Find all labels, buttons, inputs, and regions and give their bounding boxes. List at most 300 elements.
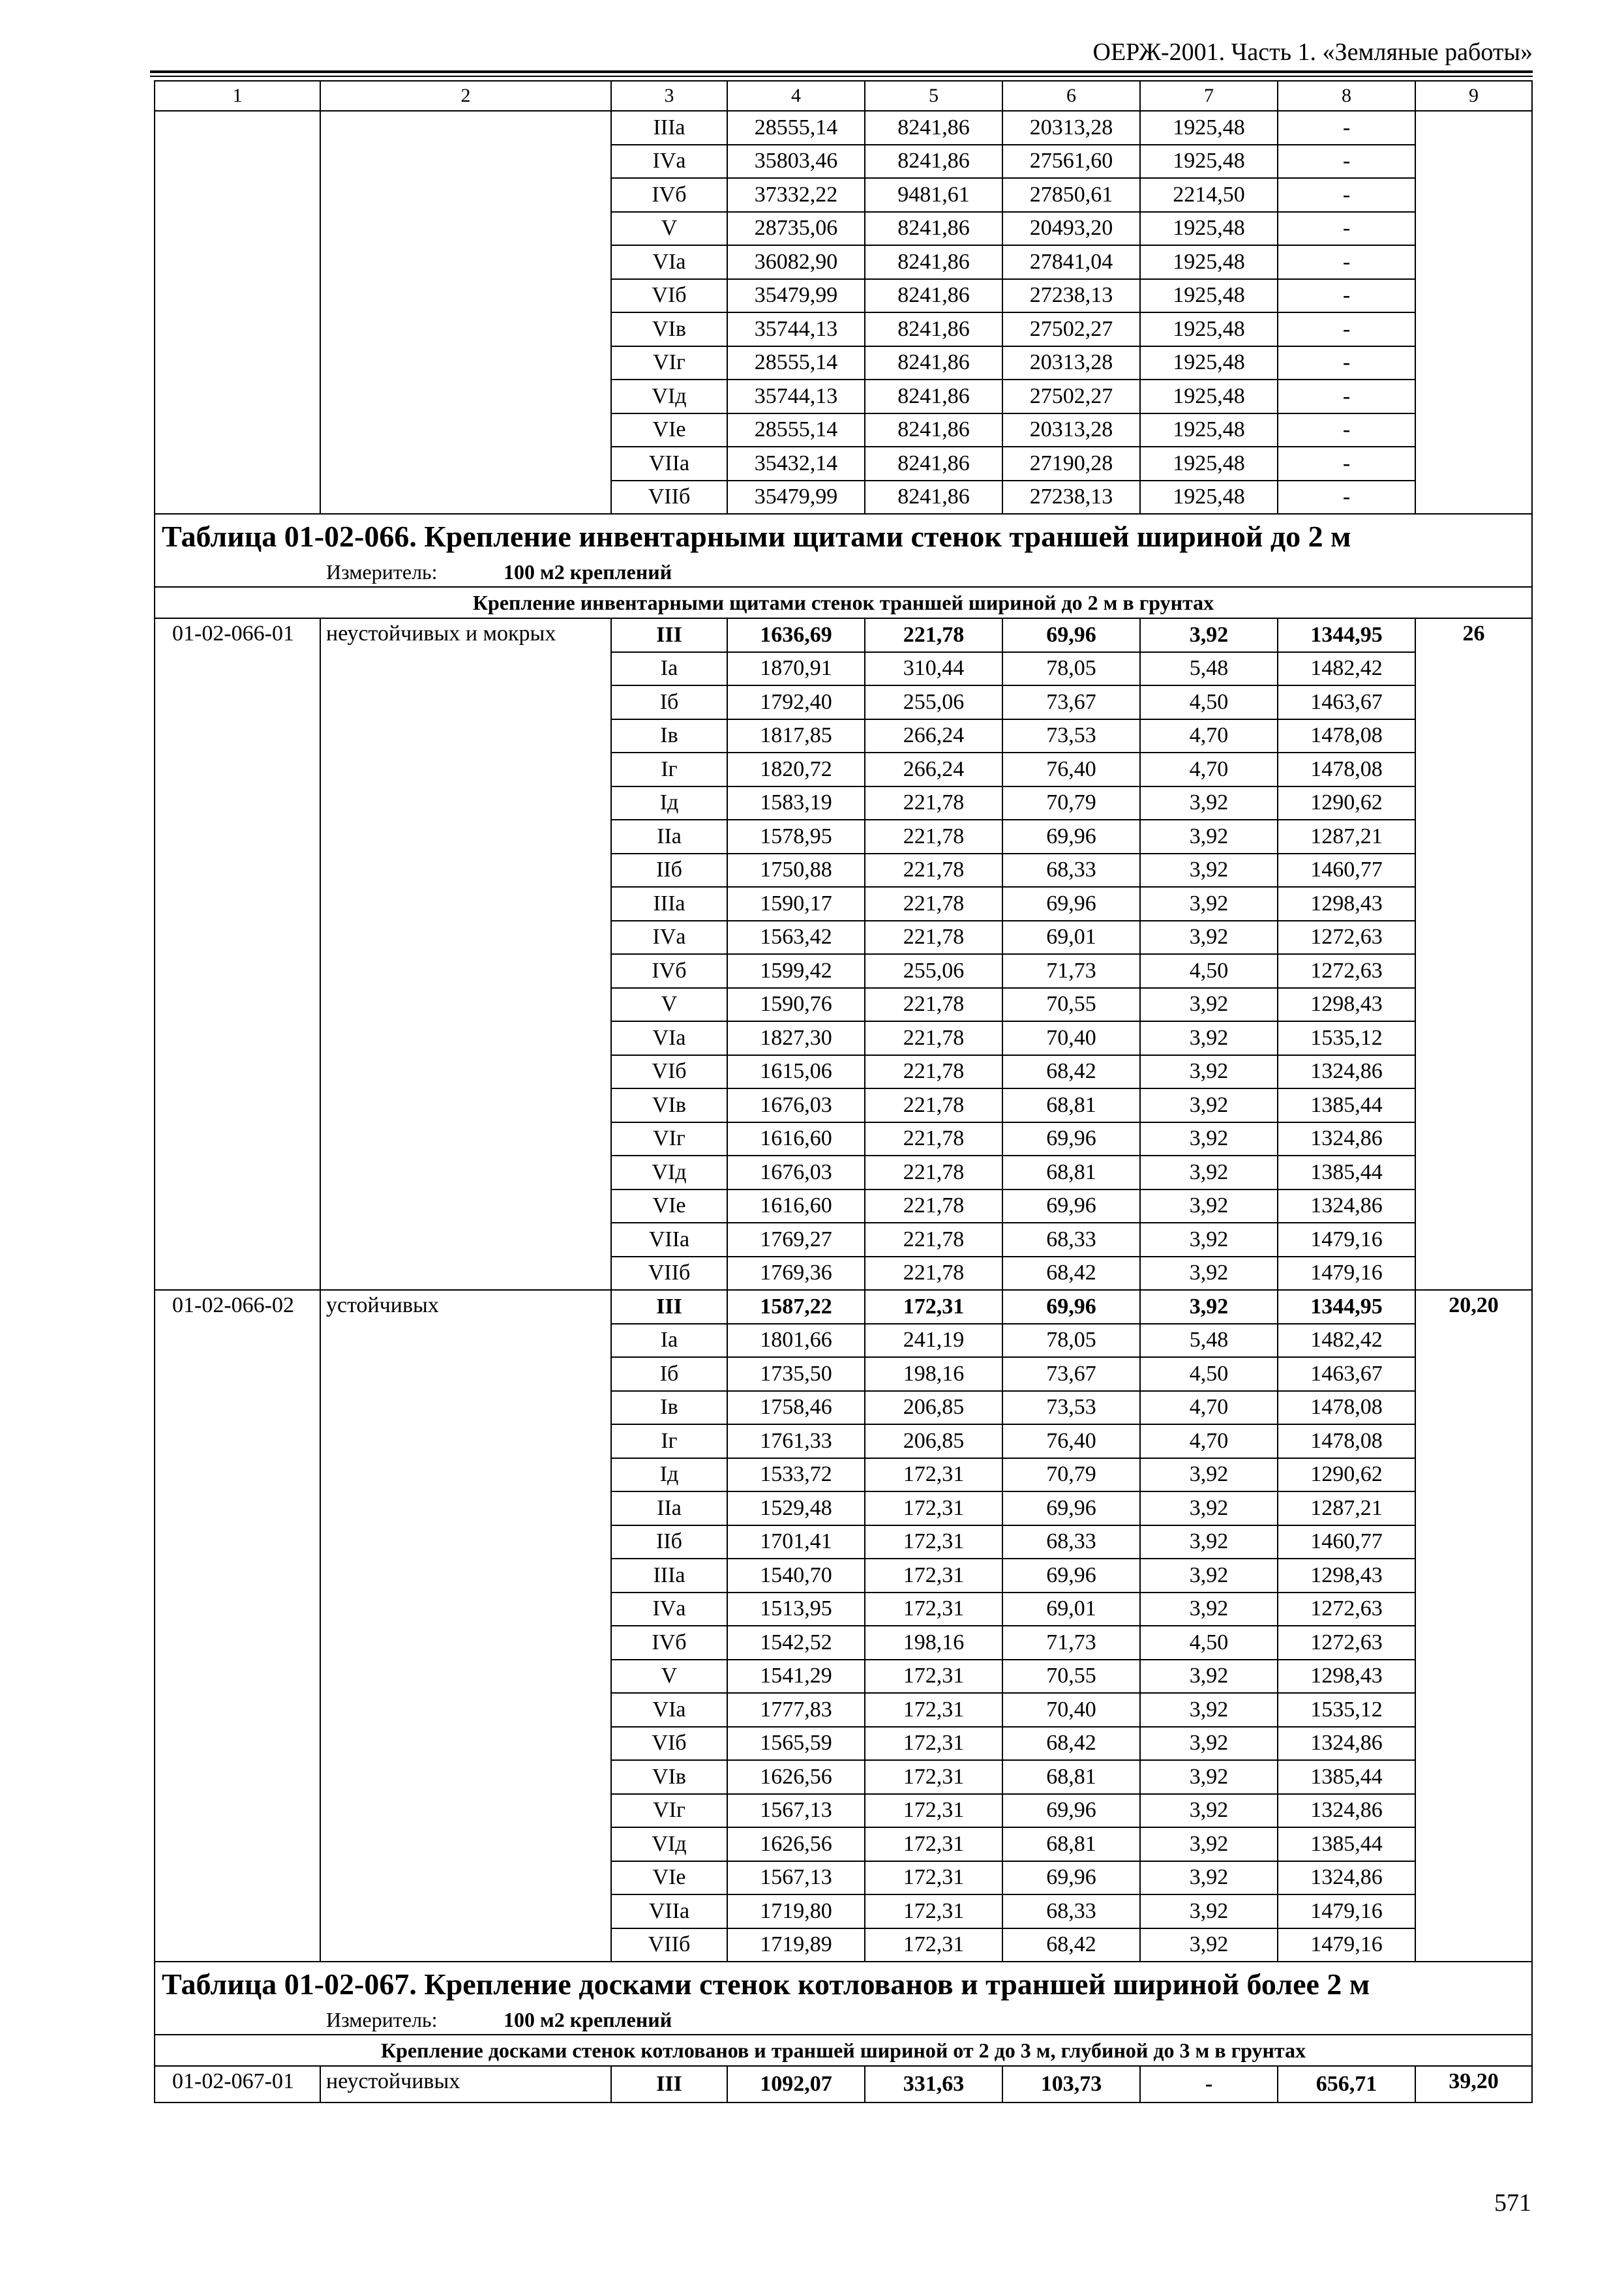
cell-value: 69,96 <box>1002 1491 1140 1525</box>
region-code: Iб <box>611 685 727 719</box>
cell-value: 69,96 <box>1002 1122 1140 1156</box>
cell-value: 1925,48 <box>1140 145 1278 179</box>
cell-value: 1344,95 <box>1278 1290 1415 1324</box>
cell-value: 35744,13 <box>727 380 865 413</box>
cell-value: 1567,13 <box>727 1794 865 1828</box>
cell-value: 35479,99 <box>727 481 865 515</box>
cell-value: - <box>1278 413 1415 447</box>
cell-value: 68,33 <box>1002 1525 1140 1559</box>
cell-value: 1616,60 <box>727 1189 865 1223</box>
cell-value: 221,78 <box>865 1156 1002 1189</box>
cell-value: 1761,33 <box>727 1424 865 1458</box>
rate-col9: 20,20 <box>1415 1290 1532 1962</box>
cell-value: 73,67 <box>1002 685 1140 719</box>
meter-value: 100 м2 креплений <box>504 2007 672 2031</box>
table-title-row <box>155 1962 1532 2005</box>
region-code: IVб <box>611 954 727 988</box>
cell-value: 1540,70 <box>727 1559 865 1593</box>
cell-value: 1777,83 <box>727 1693 865 1727</box>
cell-value: 1758,46 <box>727 1391 865 1425</box>
cell-value: 1925,48 <box>1140 279 1278 313</box>
cell-value: 172,31 <box>865 1290 1002 1324</box>
cell-value: 1287,21 <box>1278 820 1415 854</box>
cell-value: 71,73 <box>1002 954 1140 988</box>
rate-name: неустойчивых и мокрых <box>320 618 611 1290</box>
cell-value: 37332,22 <box>727 178 865 212</box>
cell-value: 68,42 <box>1002 1928 1140 1962</box>
region-code: IIб <box>611 854 727 888</box>
column-number: 4 <box>727 81 865 111</box>
region-code: VIб <box>611 279 727 313</box>
page-number: 571 <box>1494 2189 1531 2217</box>
region-code: IVа <box>611 1593 727 1626</box>
cell-value: 1542,52 <box>727 1626 865 1660</box>
cell-value: 172,31 <box>865 1593 1002 1626</box>
cell-value: 1925,48 <box>1140 481 1278 515</box>
cell-value: 1676,03 <box>727 1156 865 1189</box>
cell-value: 1479,16 <box>1278 1223 1415 1257</box>
cell-value: 221,78 <box>865 786 1002 820</box>
cell-value: 1272,63 <box>1278 1626 1415 1660</box>
running-header: ОЕРЖ-2001. Часть 1. «Земляные работы» <box>1092 38 1533 66</box>
cell-value: 3,92 <box>1140 1593 1278 1626</box>
cell-value: 1479,16 <box>1278 1894 1415 1928</box>
rate-col9 <box>1415 111 1532 514</box>
cell-value: 1925,48 <box>1140 380 1278 413</box>
column-number: 5 <box>865 81 1002 111</box>
cell-value: 1324,86 <box>1278 1794 1415 1828</box>
cell-value: 1478,08 <box>1278 719 1415 753</box>
region-code: Iг <box>611 1424 727 1458</box>
cell-value: 68,33 <box>1002 854 1140 888</box>
cell-value: 1463,67 <box>1278 1357 1415 1391</box>
cell-value: 198,16 <box>865 1357 1002 1391</box>
cell-value: 1344,95 <box>1278 618 1415 652</box>
column-number-row <box>155 81 1532 111</box>
region-code: VIв <box>611 1760 727 1794</box>
region-code: VIIб <box>611 1928 727 1962</box>
cell-value: 4,70 <box>1140 1424 1278 1458</box>
region-code: VIIа <box>611 1894 727 1928</box>
cell-value: 1701,41 <box>727 1525 865 1559</box>
region-code: VIIа <box>611 1223 727 1257</box>
cell-value: 8241,86 <box>865 481 1002 515</box>
cell-value: 1925,48 <box>1140 413 1278 447</box>
cell-value: 8241,86 <box>865 447 1002 481</box>
cell-value: 1870,91 <box>727 652 865 686</box>
cell-value: 206,85 <box>865 1424 1002 1458</box>
cell-value: 69,96 <box>1002 1794 1140 1828</box>
cell-value: 1925,48 <box>1140 212 1278 246</box>
meter <box>155 558 1532 587</box>
cell-value: - <box>1278 346 1415 380</box>
cell-value: 73,53 <box>1002 1391 1140 1425</box>
cell-value: 172,31 <box>865 1693 1002 1727</box>
region-code: IVб <box>611 178 727 212</box>
meter-value: 100 м2 креплений <box>504 560 672 584</box>
cell-value: 3,92 <box>1140 1894 1278 1928</box>
cell-value: 221,78 <box>865 1055 1002 1089</box>
region-code: VIг <box>611 1122 727 1156</box>
cell-value: 35479,99 <box>727 279 865 313</box>
cell-value: 1533,72 <box>727 1458 865 1492</box>
region-code: VIг <box>611 346 727 380</box>
region-code: Iд <box>611 786 727 820</box>
cell-value: 221,78 <box>865 1257 1002 1291</box>
cell-value: 3,92 <box>1140 1660 1278 1694</box>
region-code: VIа <box>611 1693 727 1727</box>
region-code: IIб <box>611 1525 727 1559</box>
cell-value: 28735,06 <box>727 212 865 246</box>
table-subtitle: Крепление инвентарными щитами стенок траншей шириной до 2 м в грунтах <box>155 587 1532 618</box>
cell-value: 221,78 <box>865 1223 1002 1257</box>
cell-value: 1719,89 <box>727 1928 865 1962</box>
cell-value: 20313,28 <box>1002 413 1140 447</box>
cell-value: 1565,59 <box>727 1727 865 1761</box>
cell-value: 8241,86 <box>865 312 1002 346</box>
table-row <box>155 618 1532 652</box>
table-subtitle-row <box>155 587 1532 618</box>
cell-value: 221,78 <box>865 1122 1002 1156</box>
cell-value: 8241,86 <box>865 111 1002 145</box>
cell-value: 1535,12 <box>1278 1021 1415 1055</box>
cell-value: 1769,36 <box>727 1257 865 1291</box>
region-code: VIд <box>611 1827 727 1861</box>
cell-value: 1750,88 <box>727 854 865 888</box>
cell-value: 1599,42 <box>727 954 865 988</box>
cell-value: 1529,48 <box>727 1491 865 1525</box>
cell-value: 1616,60 <box>727 1122 865 1156</box>
cell-value: 266,24 <box>865 753 1002 786</box>
cell-value: 3,92 <box>1140 1122 1278 1156</box>
cell-value: 331,63 <box>865 2066 1002 2102</box>
cell-value: 68,42 <box>1002 1055 1140 1089</box>
cell-value: 70,79 <box>1002 1458 1140 1492</box>
cell-value: 78,05 <box>1002 652 1140 686</box>
table-title: Таблица 01-02-067. Крепление досками стенок котлованов и траншей шириной более 2 м <box>155 1962 1532 2005</box>
cell-value: 20313,28 <box>1002 346 1140 380</box>
cell-value: 4,50 <box>1140 1626 1278 1660</box>
cell-value: 1676,03 <box>727 1088 865 1122</box>
cell-value: 69,01 <box>1002 1593 1140 1626</box>
cell-value: 1385,44 <box>1278 1156 1415 1189</box>
cell-value: 3,92 <box>1140 786 1278 820</box>
rate-name: устойчивых <box>320 1290 611 1962</box>
cell-value: 1324,86 <box>1278 1861 1415 1895</box>
cell-value: 1817,85 <box>727 719 865 753</box>
rate-name <box>320 111 611 514</box>
cell-value: 221,78 <box>865 820 1002 854</box>
cell-value: 5,48 <box>1140 652 1278 686</box>
cell-value: 2214,50 <box>1140 178 1278 212</box>
cell-value: 1792,40 <box>727 685 865 719</box>
cell-value: 310,44 <box>865 652 1002 686</box>
cell-value: 20493,20 <box>1002 212 1140 246</box>
cell-value: 1925,48 <box>1140 447 1278 481</box>
cell-value: 4,70 <box>1140 753 1278 786</box>
cell-value: 1298,43 <box>1278 887 1415 921</box>
cell-value: 4,50 <box>1140 954 1278 988</box>
cell-value: 70,40 <box>1002 1021 1140 1055</box>
cell-value: 27238,13 <box>1002 481 1140 515</box>
region-code: IVа <box>611 145 727 179</box>
cell-value: 27561,60 <box>1002 145 1140 179</box>
cell-value: 78,05 <box>1002 1324 1140 1358</box>
region-code: Iб <box>611 1357 727 1391</box>
cell-value: 68,81 <box>1002 1760 1140 1794</box>
cell-value: 1626,56 <box>727 1827 865 1861</box>
region-code: IVб <box>611 1626 727 1660</box>
cell-value: 35744,13 <box>727 312 865 346</box>
cell-value: 172,31 <box>865 1827 1002 1861</box>
cell-value: 4,50 <box>1140 1357 1278 1391</box>
cell-value: 206,85 <box>865 1391 1002 1425</box>
meter-label: Измеритель: <box>326 2007 438 2031</box>
region-code: VIIа <box>611 447 727 481</box>
table-row <box>155 1290 1532 1324</box>
table-title: Таблица 01-02-066. Крепление инвентарными щитами стенок траншей шириной до 2 м <box>155 514 1532 558</box>
region-code: VIб <box>611 1055 727 1089</box>
cell-value: 3,92 <box>1140 1794 1278 1828</box>
cell-value: 3,92 <box>1140 1223 1278 1257</box>
cell-value: 68,33 <box>1002 1894 1140 1928</box>
cell-value: 221,78 <box>865 618 1002 652</box>
cell-value: 3,92 <box>1140 1088 1278 1122</box>
cell-value: 3,92 <box>1140 854 1278 888</box>
cell-value: 69,96 <box>1002 618 1140 652</box>
region-code: Iа <box>611 652 727 686</box>
cell-value: 3,92 <box>1140 1861 1278 1895</box>
rate-col9: 39,20 <box>1415 2066 1532 2102</box>
region-code: III <box>611 618 727 652</box>
cell-value: 172,31 <box>865 1660 1002 1694</box>
cell-value: 172,31 <box>865 1760 1002 1794</box>
cell-value: 1827,30 <box>727 1021 865 1055</box>
rate-code: 01-02-066-01 <box>155 618 320 1290</box>
cell-value: 3,92 <box>1140 1525 1278 1559</box>
cell-value: 221,78 <box>865 887 1002 921</box>
cell-value: 8241,86 <box>865 380 1002 413</box>
cell-value: 221,78 <box>865 1189 1002 1223</box>
cell-value: 172,31 <box>865 1491 1002 1525</box>
cell-value: 1587,22 <box>727 1290 865 1324</box>
cell-value: 36082,90 <box>727 245 865 279</box>
cell-value: 3,92 <box>1140 1827 1278 1861</box>
cell-value: 8241,86 <box>865 212 1002 246</box>
cell-value: 73,67 <box>1002 1357 1140 1391</box>
cell-value: 172,31 <box>865 1928 1002 1962</box>
cell-value: - <box>1140 2066 1278 2102</box>
cell-value: 1925,48 <box>1140 312 1278 346</box>
cell-value: 76,40 <box>1002 1424 1140 1458</box>
cell-value: 1590,76 <box>727 988 865 1022</box>
cell-value: 1925,48 <box>1140 111 1278 145</box>
cell-value: 221,78 <box>865 988 1002 1022</box>
cell-value: 70,55 <box>1002 1660 1140 1694</box>
cell-value: 1719,80 <box>727 1894 865 1928</box>
cell-value: 3,92 <box>1140 1928 1278 1962</box>
region-code: IVа <box>611 921 727 955</box>
rate-name: неустойчивых <box>320 2066 611 2102</box>
rate-code <box>155 111 320 514</box>
rates-table <box>154 80 1533 2103</box>
cell-value: 1287,21 <box>1278 1491 1415 1525</box>
cell-value: 1298,43 <box>1278 1559 1415 1593</box>
cell-value: 1541,29 <box>727 1660 865 1694</box>
cell-value: 69,96 <box>1002 1189 1140 1223</box>
cell-value: 1385,44 <box>1278 1760 1415 1794</box>
cell-value: 1385,44 <box>1278 1827 1415 1861</box>
cell-value: 3,92 <box>1140 1156 1278 1189</box>
cell-value: 8241,86 <box>865 279 1002 313</box>
cell-value: 9481,61 <box>865 178 1002 212</box>
region-code: VIв <box>611 1088 727 1122</box>
cell-value: 1478,08 <box>1278 1424 1415 1458</box>
cell-value: 3,92 <box>1140 1021 1278 1055</box>
cell-value: 1385,44 <box>1278 1088 1415 1122</box>
cell-value: 1092,07 <box>727 2066 865 2102</box>
cell-value: - <box>1278 178 1415 212</box>
cell-value: 1563,42 <box>727 921 865 955</box>
cell-value: 1324,86 <box>1278 1122 1415 1156</box>
cell-value: 73,53 <box>1002 719 1140 753</box>
cell-value: 1272,63 <box>1278 1593 1415 1626</box>
region-code: III <box>611 2066 727 2102</box>
region-code: Iв <box>611 1391 727 1425</box>
region-code: VIа <box>611 245 727 279</box>
cell-value: 656,71 <box>1278 2066 1415 2102</box>
region-code: IIа <box>611 1491 727 1525</box>
cell-value: 27502,27 <box>1002 312 1140 346</box>
cell-value: 27850,61 <box>1002 178 1140 212</box>
cell-value: 1482,42 <box>1278 652 1415 686</box>
cell-value: 3,92 <box>1140 1189 1278 1223</box>
cell-value: 172,31 <box>865 1525 1002 1559</box>
cell-value: 241,19 <box>865 1324 1002 1358</box>
cell-value: 3,92 <box>1140 1727 1278 1761</box>
cell-value: 68,81 <box>1002 1088 1140 1122</box>
cell-value: 35803,46 <box>727 145 865 179</box>
region-code: VIб <box>611 1727 727 1761</box>
cell-value: 8241,86 <box>865 413 1002 447</box>
region-code: VIIб <box>611 481 727 515</box>
cell-value: - <box>1278 481 1415 515</box>
cell-value: 8241,86 <box>865 245 1002 279</box>
column-number: 2 <box>320 81 611 111</box>
cell-value: 27190,28 <box>1002 447 1140 481</box>
cell-value: 27238,13 <box>1002 279 1140 313</box>
region-code: IIа <box>611 820 727 854</box>
cell-value: 198,16 <box>865 1626 1002 1660</box>
cell-value: 68,81 <box>1002 1156 1140 1189</box>
region-code: VIе <box>611 413 727 447</box>
meter-row <box>155 558 1532 587</box>
region-code: V <box>611 988 727 1022</box>
table-subtitle-row <box>155 2035 1532 2066</box>
cell-value: 1478,08 <box>1278 1391 1415 1425</box>
cell-value: 27502,27 <box>1002 380 1140 413</box>
rate-col9: 26 <box>1415 618 1532 1290</box>
cell-value: 69,01 <box>1002 921 1140 955</box>
region-code: VIв <box>611 312 727 346</box>
cell-value: 3,92 <box>1140 1491 1278 1525</box>
cell-value: 3,92 <box>1140 988 1278 1022</box>
cell-value: 1460,77 <box>1278 1525 1415 1559</box>
cell-value: 1324,86 <box>1278 1055 1415 1089</box>
cell-value: 1535,12 <box>1278 1693 1415 1727</box>
cell-value: 1925,48 <box>1140 245 1278 279</box>
cell-value: 28555,14 <box>727 346 865 380</box>
cell-value: 1290,62 <box>1278 786 1415 820</box>
cell-value: 1615,06 <box>727 1055 865 1089</box>
cell-value: 172,31 <box>865 1559 1002 1593</box>
cell-value: - <box>1278 245 1415 279</box>
cell-value: 1567,13 <box>727 1861 865 1895</box>
region-code: VIд <box>611 380 727 413</box>
cell-value: 69,96 <box>1002 1559 1140 1593</box>
column-number: 3 <box>611 81 727 111</box>
cell-value: 1769,27 <box>727 1223 865 1257</box>
cell-value: 28555,14 <box>727 413 865 447</box>
header-rule-thick <box>150 70 1533 73</box>
cell-value: 4,50 <box>1140 685 1278 719</box>
cell-value: 1324,86 <box>1278 1727 1415 1761</box>
cell-value: 71,73 <box>1002 1626 1140 1660</box>
cell-value: - <box>1278 380 1415 413</box>
cell-value: 69,96 <box>1002 820 1140 854</box>
cell-value: 76,40 <box>1002 753 1140 786</box>
cell-value: 221,78 <box>865 854 1002 888</box>
region-code: VIа <box>611 1021 727 1055</box>
region-code: IIIа <box>611 111 727 145</box>
cell-value: 1636,69 <box>727 618 865 652</box>
table-title-row <box>155 514 1532 558</box>
cell-value: 1463,67 <box>1278 685 1415 719</box>
cell-value: 69,96 <box>1002 887 1140 921</box>
cell-value: - <box>1278 212 1415 246</box>
cell-value: 1590,17 <box>727 887 865 921</box>
cell-value: 5,48 <box>1140 1324 1278 1358</box>
cell-value: 172,31 <box>865 1894 1002 1928</box>
cell-value: 69,96 <box>1002 1290 1140 1324</box>
cell-value: 221,78 <box>865 921 1002 955</box>
cell-value: 1735,50 <box>727 1357 865 1391</box>
table-row <box>155 111 1532 145</box>
region-code: VIIб <box>611 1257 727 1291</box>
cell-value: 1479,16 <box>1278 1257 1415 1291</box>
cell-value: 27841,04 <box>1002 245 1140 279</box>
cell-value: 69,96 <box>1002 1861 1140 1895</box>
cell-value: 1290,62 <box>1278 1458 1415 1492</box>
cell-value: 4,70 <box>1140 1391 1278 1425</box>
cell-value: 70,40 <box>1002 1693 1140 1727</box>
cell-value: 1272,63 <box>1278 954 1415 988</box>
cell-value: 28555,14 <box>727 111 865 145</box>
cell-value: 172,31 <box>865 1727 1002 1761</box>
region-code: VIд <box>611 1156 727 1189</box>
cell-value: 3,92 <box>1140 1458 1278 1492</box>
cell-value: 1298,43 <box>1278 1660 1415 1694</box>
column-number: 6 <box>1002 81 1140 111</box>
region-code: III <box>611 1290 727 1324</box>
rate-code: 01-02-067-01 <box>155 2066 320 2102</box>
cell-value: 3,92 <box>1140 1760 1278 1794</box>
cell-value: 70,55 <box>1002 988 1140 1022</box>
cell-value: 172,31 <box>865 1458 1002 1492</box>
cell-value: 1578,95 <box>727 820 865 854</box>
cell-value: 1479,16 <box>1278 1928 1415 1962</box>
column-number: 9 <box>1415 81 1532 111</box>
